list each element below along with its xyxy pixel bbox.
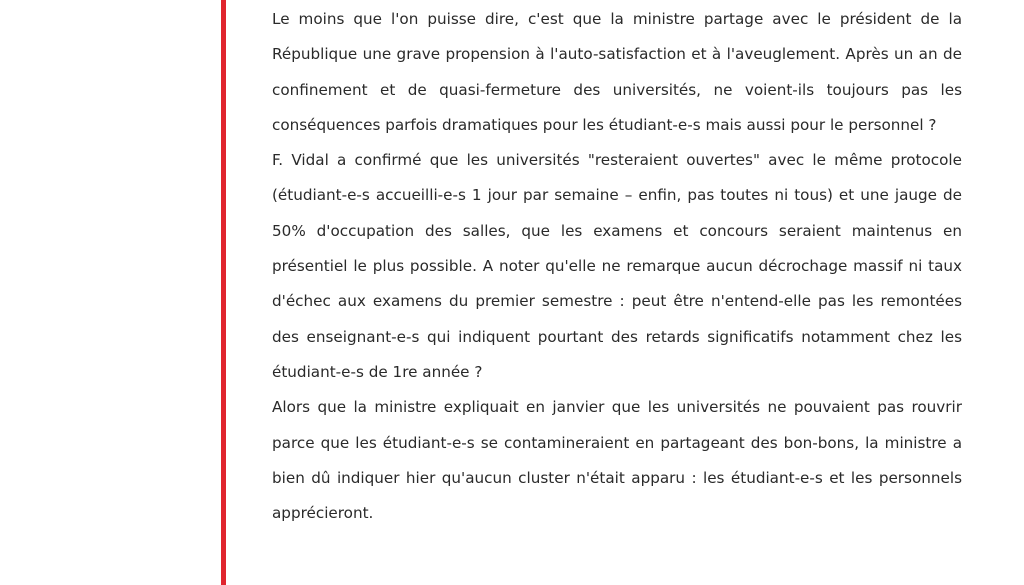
article-body (272, 2, 962, 531)
paragraph-1: Le moins que l'on puisse dire, c'est que la ministre partage avec le président de la République une grave propension à l'auto-satisfaction et à l'aveuglement. Après un an de confinement et de quasi-fermeture des universités, ne voient-ils toujours pas les conséquences parfois dramatiques pour les étudiant-e-s mais aussi pour le personnel ? (272, 10, 962, 134)
paragraph-3: Alors que la ministre expliquait en janvier que les universités ne pouvaient pas rouvrir parce que les étudiant-e-s se contamineraient en partageant des bon-bons, la ministre a bien dû indiquer hier qu'aucun cluster n'était apparu : les étudiant-e-s et les personnels apprécieront. (272, 398, 962, 523)
paragraph-2: F. Vidal a confirmé que les universités "resteraient ouvertes" avec le même protocole (étudiant-e-s accueilli-e-s 1 jour par semaine – enfin, pas toutes ni tous) et une jauge de 50% d'occupation des salles, que les examens et concours seraient maintenus en présentiel le plus possible. A noter qu'elle ne remarque aucun décrochage massif ni taux d'échec aux examens du premier semestre : peut être n'entend-elle pas les remontées des enseignant-e-s qui indiquent pourtant des retards significatifs notamment chez les étudiant-e-s de 1re année ? (272, 151, 962, 381)
quote-accent-bar (221, 0, 226, 585)
